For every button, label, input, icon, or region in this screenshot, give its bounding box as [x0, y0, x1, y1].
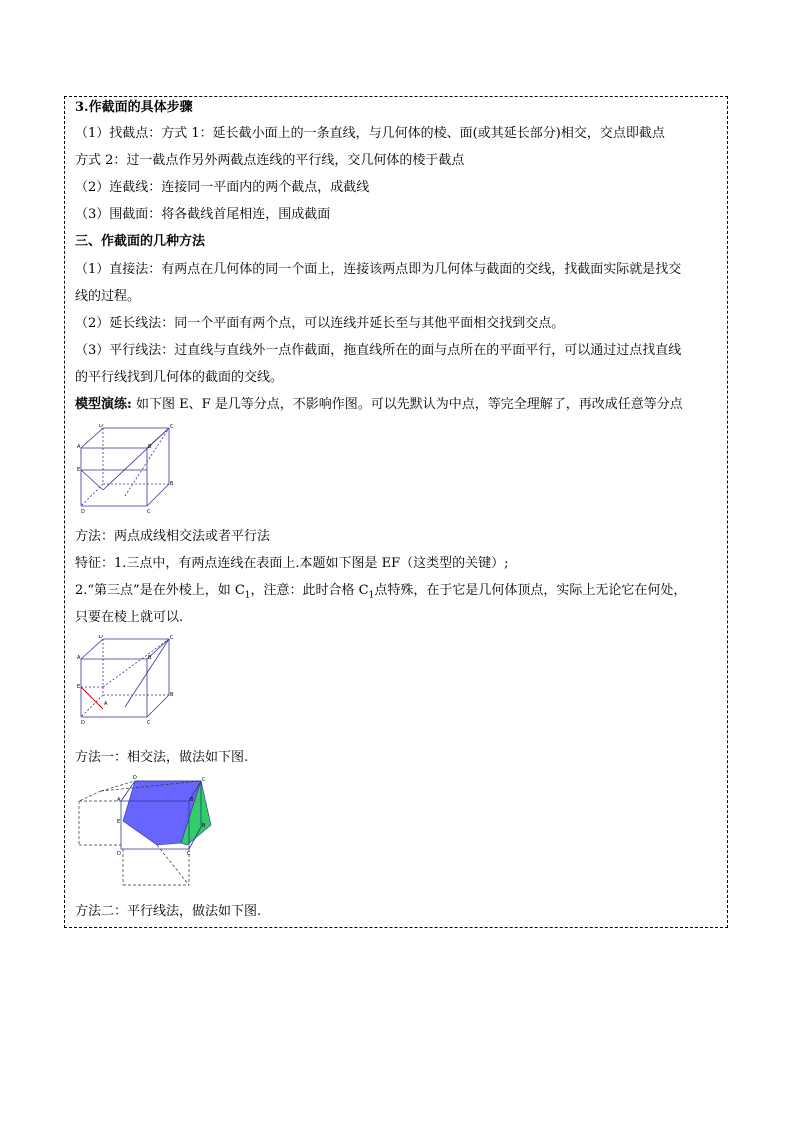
label-b: B: [170, 481, 174, 487]
label3-b: B: [202, 823, 206, 829]
method3-line2: 的平行线找到几何体的截面的交线。: [75, 370, 284, 385]
content-frame: [64, 96, 728, 928]
label-d1: D: [99, 424, 103, 429]
step2-text: （2）连截线：连接同一平面内的两个截点，成截线: [75, 180, 370, 195]
figure-cube-2: [77, 635, 177, 727]
method1-caption: 方法一：相交法，做法如下图.: [75, 750, 249, 765]
label-c: C: [147, 509, 151, 515]
label-d: D: [81, 509, 85, 515]
label2-d1: D: [99, 635, 103, 640]
label3-c: C: [187, 851, 191, 857]
practice-label: 模型演练:: [75, 397, 132, 412]
label-b1: B: [148, 444, 152, 450]
label2-b: B: [170, 692, 174, 698]
feature2-sub2: 1: [368, 590, 375, 601]
feature2-part1: 2.“第三点”是在外棱上，如 C: [75, 583, 245, 598]
label2-a1: A: [77, 655, 81, 661]
feature2-line1: [75, 582, 686, 600]
method1-line2: 线的过程。: [75, 289, 141, 304]
label-a1: A: [77, 444, 81, 450]
section3-title: 3.作截面的具体步骤: [75, 100, 193, 115]
feature2-sub1: 1: [244, 590, 251, 601]
step3-text: （3）围截面：将各截线首尾相连，围成截面: [75, 207, 331, 222]
label3-b1: B: [190, 797, 194, 803]
practice-paragraph: [75, 396, 683, 414]
practice-method: 方法：两点成线相交法或者平行法: [75, 529, 271, 544]
label2-a: A: [104, 701, 108, 707]
label3-d: D: [117, 851, 121, 857]
step1-text: （1）找截点：方式 1：延长截小面上的一条直线，与几何体的棱、面(或其延长部分)相交，交点即截点: [75, 126, 665, 141]
label3-d1: D: [133, 775, 137, 781]
label2-e: E: [77, 684, 81, 690]
label-e: E: [77, 467, 81, 473]
figure-cube-3: [77, 775, 217, 893]
label2-c: C: [147, 720, 151, 726]
step1b-text: 方式 2：过一截点作另外两截点连线的平行线，交几何体的棱于截点: [75, 153, 465, 168]
feature2-line2: 只要在棱上就可以.: [75, 610, 184, 625]
practice-text: 如下图 E、F 是几等分点，不影响作图。可以先默认为中点，等完全理解了，再改成任意等分点: [131, 397, 683, 412]
method2-caption: 方法二：平行线法，做法如下图.: [75, 904, 262, 919]
figure-cube-1: [77, 424, 177, 516]
feature2-part3: 点特殊，在于它是几何体顶点，实际上无论它在何处，: [374, 583, 687, 598]
label3-a1: A: [117, 797, 121, 803]
label2-c1: C: [170, 635, 174, 641]
label3-c1: C: [202, 777, 206, 783]
feature2-part2: ，注意：此时合格 C: [250, 583, 369, 598]
method2-text: （2）延长线法：同一个平面有两个点，可以连线并延长至与其他平面相交找到交点。: [75, 316, 565, 331]
label3-e: E: [117, 819, 121, 825]
methods-title: 三、作截面的几种方法: [75, 234, 206, 249]
method1-line1: （1）直接法：有两点在几何体的同一个面上，连接该两点即为几何体与截面的交线，找截面实际就是找交: [75, 262, 682, 277]
method3-line1: （3）平行线法：过直线与直线外一点作截面，拖直线所在的面与点所在的平面平行，可以通过过点找直线: [75, 343, 682, 358]
label-c1: C: [170, 424, 174, 430]
label2-b1: B: [148, 655, 152, 661]
feature1-text: 特征：1.三点中，有两点连线在表面上.本题如下图是 EF（这类型的关键）;: [75, 556, 509, 571]
label2-d: D: [81, 720, 85, 726]
